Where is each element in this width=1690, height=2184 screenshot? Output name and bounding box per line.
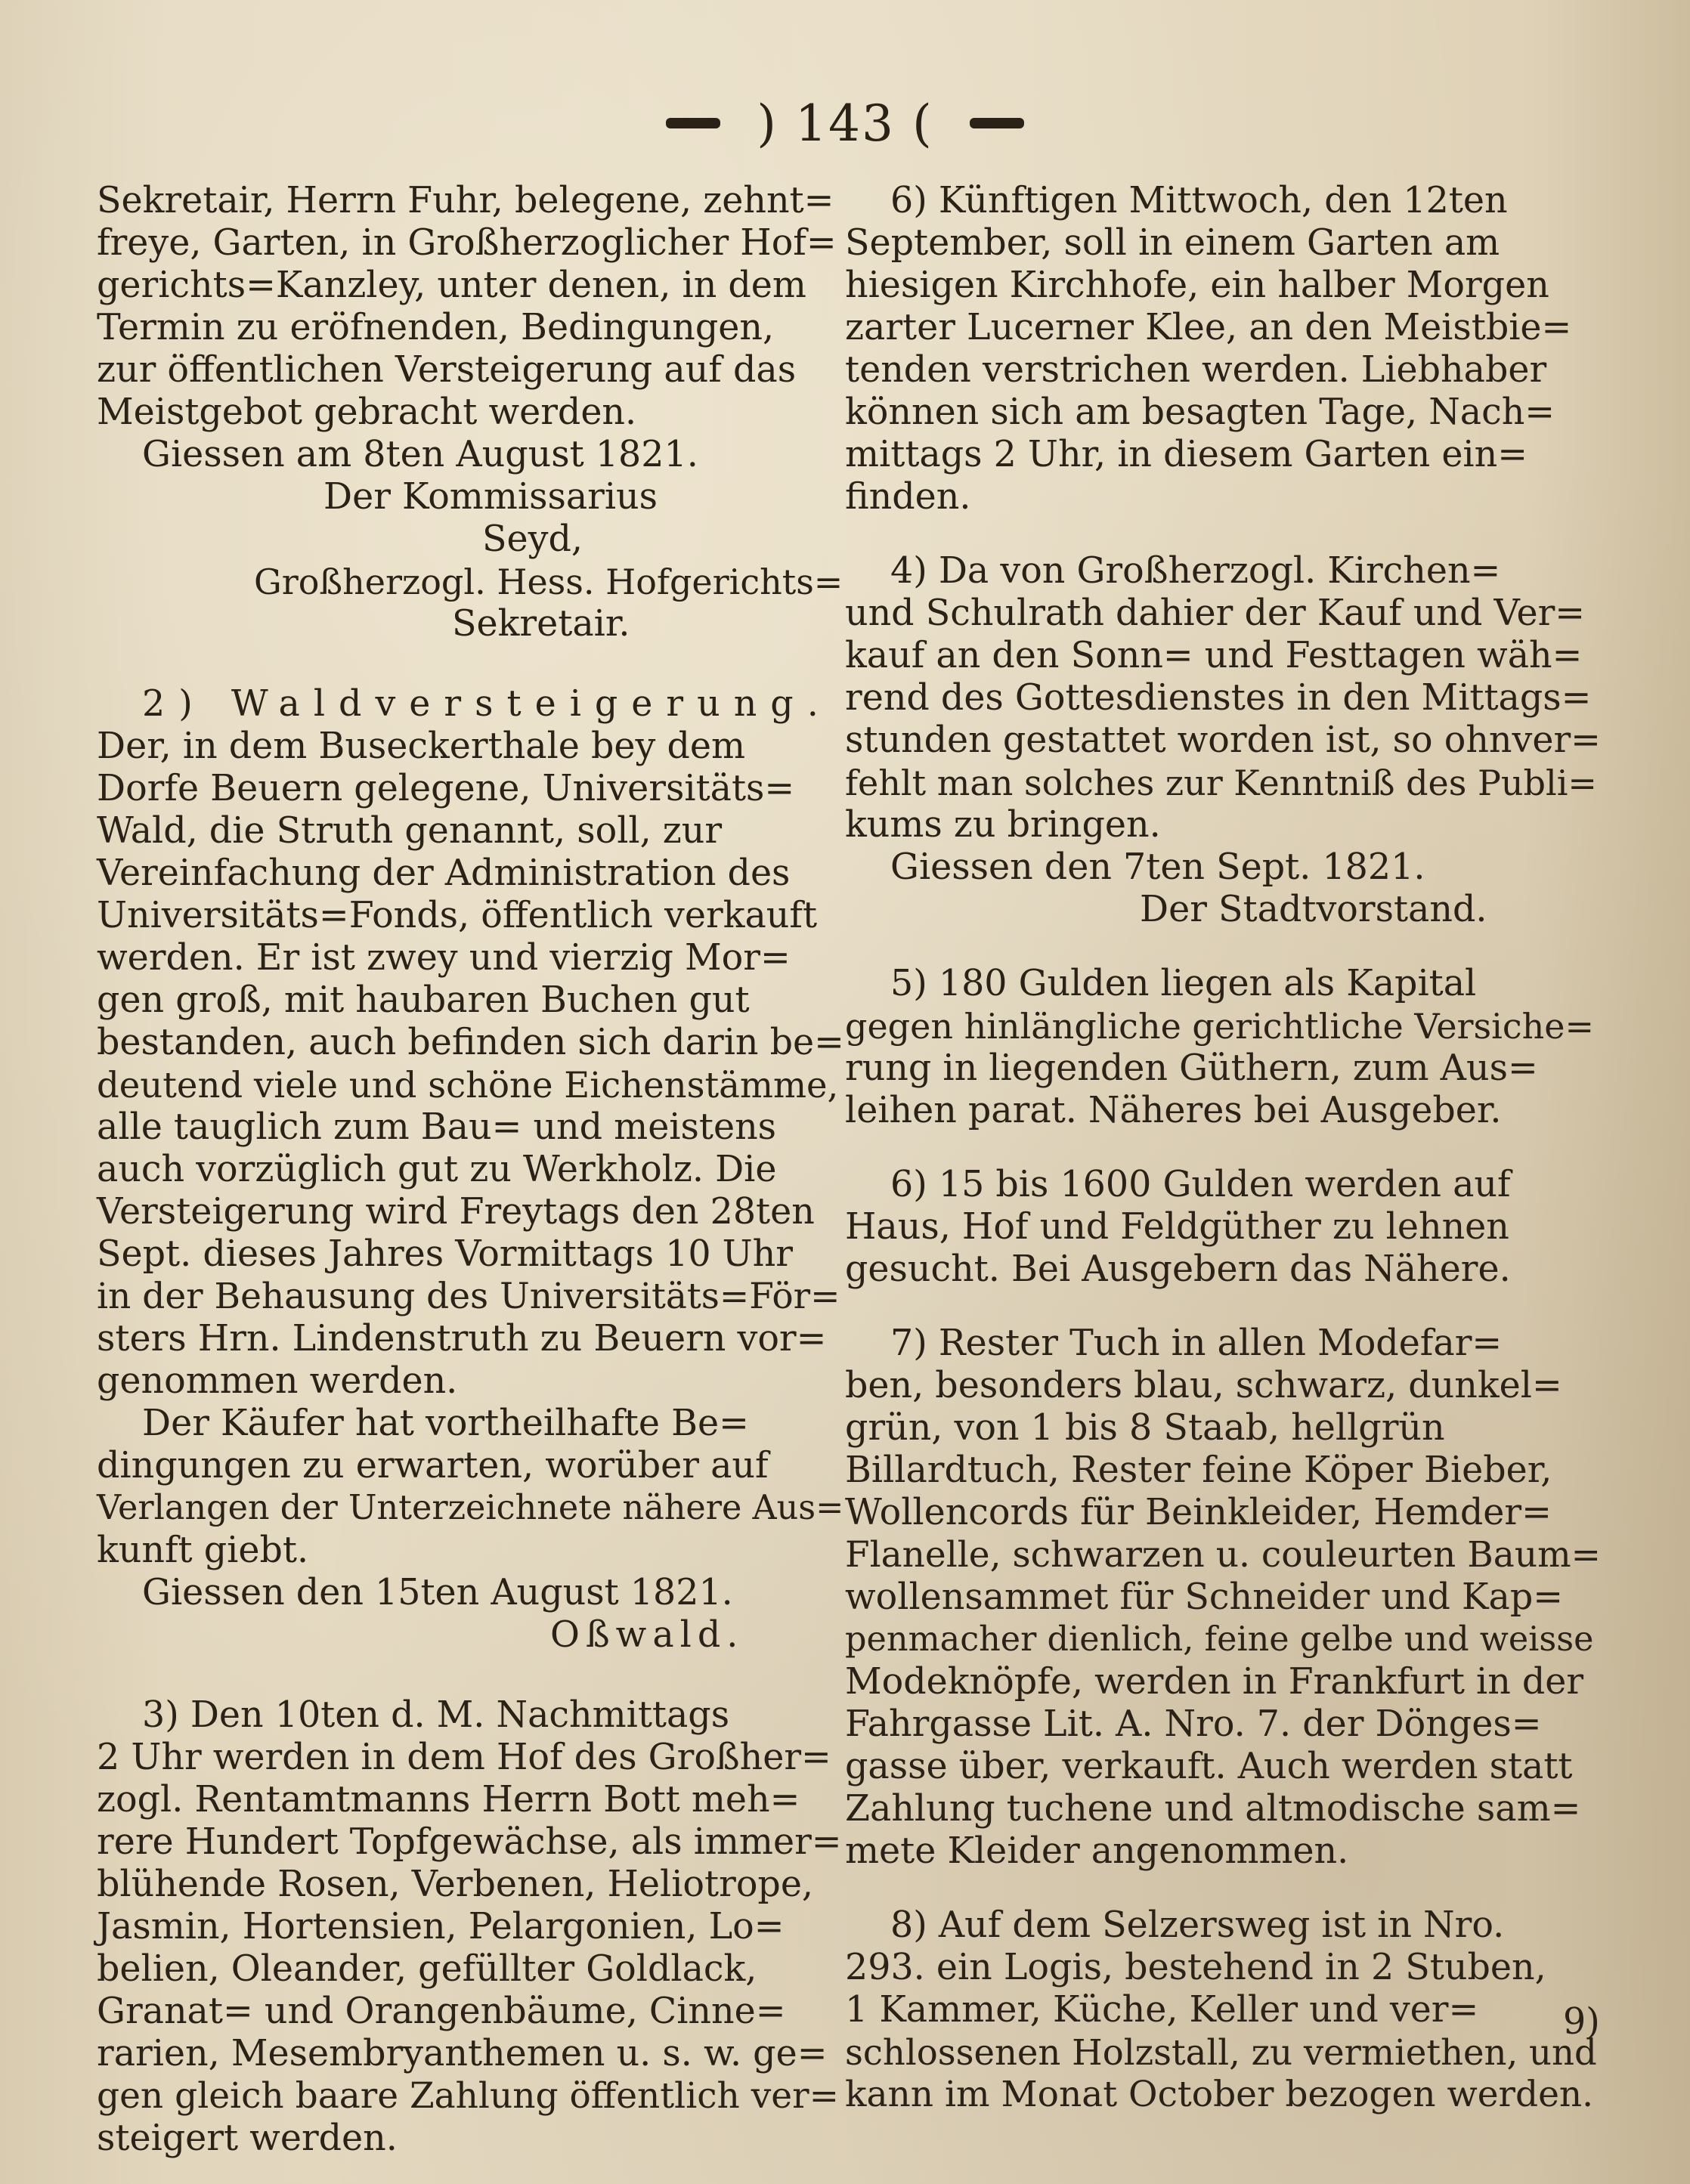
text-line: Universitäts=Fonds, öffentlich verkauft [97, 895, 818, 936]
text-line: schlossenen Holzstall, zu vermiethen, und [845, 2032, 1597, 2073]
text-line: Der, in dem Buseckerthale bey dem [97, 725, 746, 767]
text-line: Vereinfachung der Administration des [97, 852, 791, 894]
text-line: kauf an den Sonn= und Festtagen wäh= [845, 635, 1583, 676]
section-gap [845, 1291, 1601, 1322]
right-column [845, 180, 1601, 2116]
text-line: Dorfe Beuern gelegene, Universitäts= [97, 768, 795, 809]
text-line: mete Kleider angenommen. [845, 1830, 1349, 1872]
text-line: gasse über, verkauft. Auch werden statt [845, 1746, 1573, 1787]
text-line: wollensammet für Schneider und Kap= [845, 1576, 1564, 1618]
text-line: tenden verstrichen werden. Liebhaber [845, 349, 1547, 391]
text-line: belien, Oleander, gefüllter Goldlack, [97, 1948, 757, 1990]
text-line: hiesigen Kirchhofe, ein halber Morgen [845, 264, 1549, 306]
text-line: bestanden, auch befinden sich darin be= [97, 1022, 844, 1063]
text-line: Meistgebot gebracht werden. [97, 391, 637, 433]
notice-heading: 2) Waldversteigerung. [142, 683, 832, 725]
text-line: Der Käufer hat vortheilhafte Be= [142, 1403, 749, 1444]
notice-heading: 4) Da von Großherzogl. Kirchen= [890, 550, 1501, 592]
section-gap [845, 931, 1601, 963]
signature-title: Der Kommissarius [323, 476, 658, 518]
text-line: Fahrgasse Lit. A. Nro. 7. der Dönges= [845, 1703, 1542, 1745]
text-line: Sept. dieses Jahres Vormittags 10 Uhr [97, 1233, 793, 1275]
text-line: Sekretair, Herrn Fuhr, belegene, zehnt= [97, 180, 834, 221]
text-line: Wald, die Struth genannt, soll, zur [97, 810, 723, 852]
header-dash-right [970, 118, 1024, 128]
text-line: rend des Gottesdienstes in den Mittags= [845, 677, 1592, 719]
text-line: rere Hundert Topfgewächse, als immer= [97, 1821, 842, 1863]
dateline: Giessen am 8ten August 1821. [142, 434, 698, 475]
section-gap [97, 1657, 845, 1694]
text-line: leihen parat. Näheres bei Ausgeber. [845, 1090, 1502, 1131]
text-line: zogl. Rentamtmanns Herrn Bott meh= [97, 1779, 800, 1821]
text-line: Granat= und Orangenbäume, Cinne= [97, 1991, 786, 2032]
text-line: gesucht. Bei Ausgebern das Nähere. [845, 1248, 1511, 1290]
text-line: fehlt man solches zur Kenntniß des Publi= [845, 763, 1597, 803]
text-line: grün, von 1 bis 8 Staab, hellgrün [845, 1407, 1445, 1449]
section-gap [845, 1873, 1601, 1904]
text-line: kums zu bringen. [845, 804, 1161, 846]
text-line: können sich am besagten Tage, Nach= [845, 391, 1555, 433]
text-line: dingungen zu erwarten, worüber auf [97, 1445, 769, 1486]
text-line: 293. ein Logis, bestehend in 2 Stuben, [845, 1947, 1546, 1988]
text-line: Jasmin, Hortensien, Pelargonien, Lo= [97, 1906, 785, 1947]
text-line: 1 Kammer, Küche, Keller und ver= [845, 1989, 1479, 2031]
signature-name: Der Stadtvorstand. [1140, 889, 1487, 930]
text-line: steigert werden. [97, 2117, 398, 2159]
text-line: Termin zu eröfnenden, Bedingungen, [97, 307, 775, 348]
text-line: kunft giebt. [97, 1530, 309, 1571]
signature-name: Seyd, [482, 518, 583, 560]
header-dash-left [666, 118, 720, 128]
notice-heading: 6) Künftigen Mittwoch, den 12ten [890, 180, 1508, 221]
text-line: Billardtuch, Rester feine Köper Bieber, [845, 1449, 1552, 1491]
text-line: gegen hinlängliche gerichtliche Versiche= [845, 1006, 1594, 1047]
text-line: Zahlung tuchene und altmodische sam= [845, 1788, 1581, 1830]
text-line: penmacher dienlich, feine gelbe und weisse [845, 1620, 1594, 1659]
text-line: September, soll in einem Garten am [845, 222, 1500, 264]
text-line: und Schulrath dahier der Kauf und Ver= [845, 592, 1586, 634]
left-column [97, 180, 845, 2160]
text-line: Verlangen der Unterzeichnete nähere Aus= [97, 1489, 844, 1527]
dateline: Giessen den 7ten Sept. 1821. [890, 846, 1425, 888]
notice-heading: 3) Den 10ten d. M. Nachmittags [142, 1694, 730, 1736]
text-line: Wollencords für Beinkleider, Hemder= [845, 1492, 1552, 1533]
notice-heading: 6) 15 bis 1600 Gulden werden auf [890, 1164, 1511, 1205]
notice-heading: 8) Auf dem Selzersweg ist in Nro. [890, 1904, 1505, 1946]
text-line: gerichts=Kanzley, unter denen, in dem [97, 264, 806, 306]
text-line: freye, Garten, in Großherzoglicher Hof= [97, 222, 837, 264]
text-line: alle tauglich zum Bau= und meistens [97, 1106, 777, 1148]
text-line: gen gleich baare Zahlung öffentlich ver= [97, 2075, 839, 2117]
notice-heading: 5) 180 Gulden liegen als Kapital [890, 963, 1477, 1004]
text-line: finden. [845, 476, 971, 518]
text-line: deutend viele und schöne Eichenstämme, [97, 1065, 839, 1106]
signature-office: Großherzogl. Hess. Hofgerichts= [254, 561, 843, 602]
text-line: rung in liegenden Güthern, zum Aus= [845, 1047, 1538, 1089]
notice-heading: 7) Rester Tuch in allen Modefar= [890, 1322, 1503, 1364]
signature-office: Sekretair. [452, 603, 630, 645]
text-line: stunden gestattet worden ist, so ohnver= [845, 719, 1601, 761]
text-line: in der Behausung des Universitäts=För= [97, 1276, 840, 1317]
text-line: mittags 2 Uhr, in diesem Garten ein= [845, 434, 1528, 475]
text-line: kann im Monat October bezogen werden. [845, 2074, 1594, 2115]
text-line: Modeknöpfe, werden in Frankfurt in der [845, 1661, 1584, 1703]
text-line: blühende Rosen, Verbenen, Heliotrope, [97, 1864, 814, 1905]
text-line: zarter Lucerner Klee, an den Meistbie= [845, 307, 1572, 348]
text-line: sters Hrn. Lindenstruth zu Beuern vor= [97, 1318, 827, 1360]
section-gap [845, 518, 1601, 550]
text-line: Haus, Hof und Feldgüther zu lehnen [845, 1206, 1509, 1248]
text-line: werden. Er ist zwey und vierzig Mor= [97, 937, 791, 979]
text-line: ben, besonders blau, schwarz, dunkel= [845, 1365, 1562, 1406]
text-line: rarien, Mesembryanthemen u. s. w. ge= [97, 2033, 828, 2074]
text-line: Versteigerung wird Freytags den 28ten [97, 1191, 815, 1233]
section-gap [97, 645, 845, 683]
text-line: genommen werden. [97, 1360, 458, 1402]
text-line: gen groß, mit haubaren Buchen gut [97, 979, 750, 1021]
page-header [0, 89, 1690, 157]
page-number: ) 143 ( [757, 94, 933, 153]
text-line: 2 Uhr werden in dem Hof des Großher= [97, 1737, 831, 1778]
catchword: 9) [1563, 2001, 1600, 2043]
signature-name: Oßwald. [550, 1614, 744, 1656]
section-gap [845, 1132, 1601, 1164]
text-line: Flanelle, schwarzen u. couleurten Baum= [845, 1534, 1602, 1576]
text-line: auch vorzüglich gut zu Werkholz. Die [97, 1149, 777, 1190]
dateline: Giessen den 15ten August 1821. [142, 1572, 733, 1613]
text-line: zur öffentlichen Versteigerung auf das [97, 349, 797, 391]
